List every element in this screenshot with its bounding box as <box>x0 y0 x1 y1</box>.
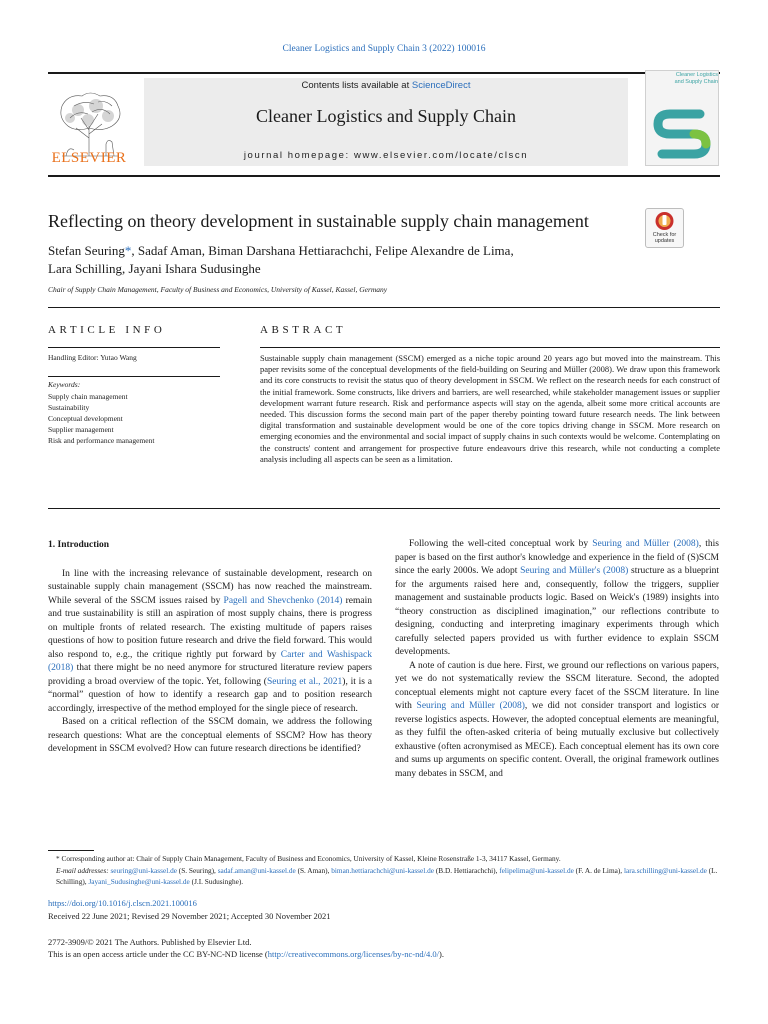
doi-link[interactable]: https://doi.org/10.1016/j.clscn.2021.100016 <box>48 898 197 908</box>
keyword-item: Sustainability <box>48 403 90 412</box>
text-run: structure as a blueprint for the arguments raised here and, consequently, follow the triggers, supplier management and sustainable products logic. Based on Weick's (1989) insights into “theory construction as disciplined imagination,” our reflections contribute to designing, conducting and interpreting imaginary experiments through which carefully selected papers provided us with further evidence to explain SSCM developments. <box>395 566 719 657</box>
text-run: ), it is a “normal” question of how to identify a research gap and to position research accordingly, irrespective of the method employed for the single piece of research. <box>48 676 373 714</box>
keyword-item: Supplier management <box>48 425 114 434</box>
journal-citation[interactable]: Cleaner Logistics and Supply Chain 3 (2022) 100016 <box>282 44 486 54</box>
issn-copyright: 2772-3909/© 2021 The Authors. Published by Elsevier Ltd. <box>48 937 252 947</box>
email-owner: (S. Aman), <box>295 865 332 875</box>
check-updates-icon <box>646 209 683 233</box>
keyword-item: Supply chain management <box>48 392 128 401</box>
email-addresses <box>48 865 720 888</box>
cover-title: Cleaner Logistics and Supply Chain <box>674 72 718 85</box>
received-dates: Received 22 June 2021; Revised 29 November 2021; Accepted 30 November 2021 <box>48 911 331 921</box>
abstract-rule <box>260 347 720 348</box>
intro-paragraph-1 <box>48 568 372 717</box>
intro-paragraph-4 <box>395 660 719 782</box>
corresponding-author: Stefan Seuring <box>48 243 125 258</box>
header-rule-top <box>48 72 720 74</box>
elsevier-wordmark[interactable]: ELSEVIER <box>51 150 127 166</box>
keyword-list <box>48 391 220 446</box>
license-statement <box>48 949 444 959</box>
corresponding-author-marker[interactable]: * <box>124 243 132 258</box>
article-info-rule <box>48 347 220 348</box>
email-owner: (J.I. Sudusinghe). <box>189 877 244 886</box>
header-rule-bottom <box>48 175 720 177</box>
email-link[interactable]: Jayani_Sudusinghe@uni-kassel.de <box>88 877 190 886</box>
text-run: that there might be no need anymore for structured literature review papers providing a broad overview of the topic. Yet, following ( <box>48 663 372 687</box>
email-link[interactable]: lara.schilling@uni-kassel.de <box>623 865 707 875</box>
license-link[interactable]: http://creativecommons.org/licenses/by-nc-nd/4.0/ <box>267 949 439 959</box>
footnotes <box>48 853 720 888</box>
authors-line-2: Lara Schilling, Jayani Ishara Sudusinghe <box>48 261 261 276</box>
text-run: Following the well-cited conceptual work by <box>409 539 593 549</box>
email-link[interactable]: sadaf.aman@uni-kassel.de <box>217 865 296 875</box>
keyword-item: Conceptual development <box>48 414 123 423</box>
email-link[interactable]: seuring@uni-kassel.de <box>110 865 177 875</box>
intro-paragraph-3 <box>395 538 719 660</box>
affiliation: Chair of Supply Chain Management, Faculty of Business and Economics, University of Kassel, Kassel, Germany <box>48 285 388 294</box>
email-owner: (F. A. de Lima), <box>573 865 624 875</box>
citation-link[interactable]: Seuring and Müller (2008) <box>416 701 525 711</box>
affiliation-rule <box>48 307 720 308</box>
journal-title: Cleaner Logistics and Supply Chain <box>256 106 516 126</box>
text-run: In line with the increasing relevance of sustainable development, research on sustainable supply chain management (SSCM) has now reached the mainstream. While several of the SSCM issues raised by <box>48 568 372 606</box>
contents-prefix: Contents lists available at <box>301 80 412 91</box>
citation-link[interactable]: Carter and Washispack (2018) <box>48 649 372 673</box>
citation-link[interactable]: Seuring et al., 2021 <box>266 676 343 687</box>
keywords-label: Keywords: <box>48 380 81 389</box>
abstract-end-rule <box>48 508 720 509</box>
journal-homepage[interactable]: journal homepage: www.elsevier.com/locate/clscn <box>243 150 529 161</box>
email-link[interactable]: biman.hettiarachchi@uni-kassel.de <box>331 865 434 875</box>
intro-paragraph-2: Based on a critical reflection of the SSCM domain, we address the following research questions: What are the conceptual elements of SSCM? How has theory development in SSCM evolved? How can future research directions be identified? <box>48 717 372 754</box>
text-run: remain and true sustainability is still an aspiration of most supply chains, there is progress on multiple fronts of related research. The existing multitude of papers raises questions of how to position future research and drive the field forward. This would also respond to, e.g., the critique rightly put forward by <box>48 595 372 660</box>
footnote-rule <box>48 850 94 851</box>
body-column-left <box>48 538 372 757</box>
email-label: E-mail addresses: <box>56 865 111 875</box>
text-run: A note of caution is due here. First, we ground our reflections on various papers, yet we do not systematically review the SSCM literature. Second, the adopted conceptual elements might not capture every facet of the SSCM literature. In line with <box>395 660 719 711</box>
email-owner: (B.D. Hettiarachchi), <box>434 865 500 875</box>
citation-link[interactable]: Seuring and Müller's (2008) <box>520 566 629 576</box>
text-run: , this paper is based on the first author's knowledge and experience in the field of (S)SCM since the early 2000s. We adopt <box>395 539 719 576</box>
body-column-right <box>395 538 719 781</box>
co-authors-line-1: , Sadaf Aman, Biman Darshana Hettiarachchi, Felipe Alexandre de Lima, <box>131 243 514 258</box>
section-heading-introduction: 1. Introduction <box>48 540 110 550</box>
citation-link[interactable]: Seuring and Müller (2008) <box>592 539 699 549</box>
license-prefix: This is an open access article under the CC BY-NC-ND license ( <box>48 949 268 959</box>
corresponding-author-note: * Corresponding author at: Chair of Supply Chain Management, Faculty of Business and Economics, University of Kassel, Kleine Rosenstraße 1-3, 34117 Kassel, Germany. <box>56 854 561 863</box>
keyword-item: Risk and performance management <box>48 436 155 445</box>
email-owner: (S. Seuring), <box>176 865 218 875</box>
contents-availability <box>144 80 628 91</box>
text-run: , we did not consider transport and logistics or reverse logistics aspects. However, the adopted conceptual elements are meaningful, as they fulfil the often-asked criteria of being mutually exclusive but collectively exhaustive (often acronymised as MECE). Each conceptual element has its own core and sums up arguments on specific content. Overall, the original framework outlines many debates in SSCM, and <box>395 701 720 779</box>
authors-line-1 <box>48 242 638 260</box>
abstract-text: Sustainable supply chain management (SSCM) emerged as a niche topic around 20 years ago but moved into the mainstream. This paper revisits some of the conceptual developments of the field-building on Seuring and Müller (2008). We draw upon this framework and its core constructs to revisit the status quo of theory development in SSCM. We reflect on the research needs for each construct of the initial framework. Some constructs, like drivers and barriers, are well researched, while stakeholder management issues or supplier development warrant future research. Risk and performance aspects will stay on the agenda, albeit some more critical accounts are needed. This discussion forms the second main part of the paper thereby pointing toward future research needs. The link between digital transformation and sustainable development would be one of the core topics driving change in SSCM. More research on emerging economies and the environmental and social impact of supply chains in such contexts would be welcome. Contemplating on the constructs' content and arrangement for prospective future endeavours drive this research, while not conducting a complete analysis including all aspects can be seen as a limitation. <box>260 353 720 464</box>
abstract-heading: ABSTRACT <box>260 324 347 336</box>
article-title: Reflecting on theory development in sustainable supply chain management <box>48 211 589 231</box>
article-info-heading: ARTICLE INFO <box>48 324 166 336</box>
email-owner: (L. Schilling), <box>56 865 718 886</box>
cover-s-logo <box>648 100 716 162</box>
email-link[interactable]: felipelima@uni-kassel.de <box>499 865 574 875</box>
license-suffix: ). <box>439 949 444 959</box>
author-list <box>48 242 638 278</box>
check-for-updates-label[interactable]: Check for updates <box>652 232 677 244</box>
keywords-rule <box>48 376 220 377</box>
citation-link[interactable]: Pagell and Shevchenko (2014) <box>223 595 343 606</box>
handling-editor: Handling Editor: Yutao Wang <box>48 353 137 362</box>
sciencedirect-link[interactable]: ScienceDirect <box>411 80 471 91</box>
